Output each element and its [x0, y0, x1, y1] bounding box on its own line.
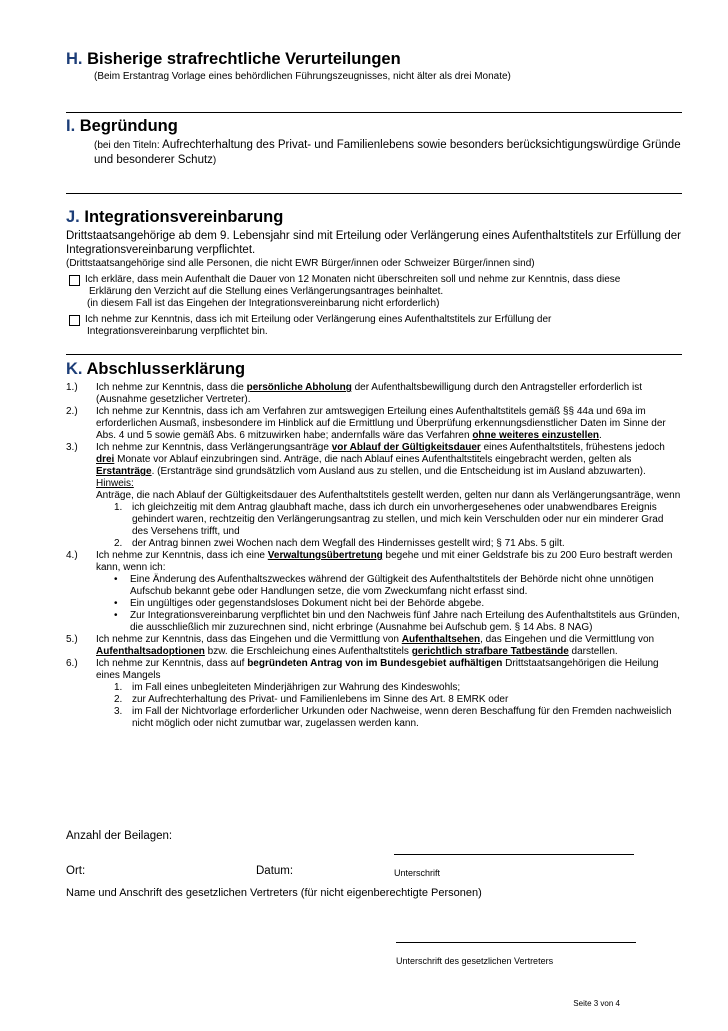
offense-bullet-2: • Ein ungültiges oder gegenstandsloses Dokument nicht bei der Behörde abgebe. [114, 598, 485, 609]
check-short-stay[interactable] [66, 274, 682, 310]
section-i-letter: I. [66, 117, 76, 135]
hint-sub-2: 2. der Antrag binnen zwei Wochen nach dem Wegfall des Hindernisses gestellt wird; § 71 Abs. 5 gilt. [114, 538, 565, 549]
section-j [66, 208, 682, 338]
signature-label: Unterschrift [394, 868, 441, 878]
section-i-title [66, 117, 682, 136]
short-stay-checkbox[interactable] [69, 275, 80, 286]
section-h-title [66, 50, 682, 69]
hint-label: Hinweis: [96, 478, 134, 489]
offense-bullet-1: • Eine Änderung des Aufenthaltszweckes während der Gültigkeit des Aufenthaltstitels der Behörde nicht ohne unnötigen Aufschub bekannt gebe oder Handlungen setze, die vom Zweckumfang nicht erfasst sind. [114, 574, 654, 597]
declaration-item-3: 3.) Ich nehme zur Kenntnis, dass Verlängerungsanträge vor Ablauf der Gültigkeitsdauer eines Aufenthaltstitels, frühestens jedoch drei Monate vor Ablauf einzubringen sind. Anträge, die nach Ablauf eines Aufenthaltstitels eingebracht werden, gelten als Erstanträge. (Erstanträge sind grundsätzlich vom Ausland aus zu stellen, und die Entscheidung ist im Ausland abzuwarten). Hinweis: Anträge, die nach Ablauf der Gültigkeitsdauer des Aufenthaltstitels gestellt werden, gelten nur dann als Verlängerungsanträge, wenn 1. ich gleichzeitig mit dem Antrag glaubhaft mache, dass ich durch ein unvorhergesehenes oder unabwendbares Ereignis gehindert waren, rechtzeitig den Verlängerungsantrag zu stellen, und mich kein Verschulden oder nur ein minderer Grad des Versehens trifft, und 2. der Antrag binnen zwei Wochen nach dem Wegfall des Hindernisses gestellt wird; § 71 Abs. 5 gilt. [66, 442, 681, 549]
integration-line1: Ich nehme zur Kenntnis, dass ich mit Erteilung oder Verlängerung eines Aufenthaltstitels zur Erfüllung der [85, 314, 552, 325]
section-h-heading: Bisherige strafrechtliche Verurteilungen [87, 50, 401, 68]
section-j-letter: J. [66, 208, 80, 226]
remedy-sub-1: 1. im Fall eines unbegleiteten Minderjährigen zur Wahrung des Kindeswohls; [114, 682, 461, 693]
section-k-letter: K. [66, 360, 83, 378]
integration-checkbox[interactable] [69, 315, 80, 326]
attachments-count-label: Anzahl der Beilagen: [66, 830, 173, 842]
check-integration[interactable] [66, 314, 682, 338]
declaration-item-4: 4.) Ich nehme zur Kenntnis, dass ich eine Verwaltungsübertretung begehe und mit einer Geldstrafe bis zu 200 Euro bestraft werden kann, wenn ich: • Eine Änderung des Aufenthaltszweckes während der Gültigkeit des Aufenthaltstitels der Behörde nicht ohne unnötigen Aufschub bekannt gebe oder Handlungen setze, die vom Zweckumfang nicht erfasst sind. • Ein ungültiges oder gegenstandsloses Dokument nicht bei der Behörde abgebe. • Zur Integrationsvereinbarung verpflichtet bin und den Nachweis fünf Jahre nach Erteilung des Aufenthaltstitels aus Gründen, die ausschließlich mir zuzurechnen sind, nicht erbringe (Ausnahme bei Aufschub gem. § 14 Abs. 8 NAG) [66, 550, 682, 634]
guardian-signature-label: Unterschrift des gesetzlichen Vertreters [396, 956, 554, 966]
section-j-para1: Drittstaatsangehörige ab dem 9. Lebensjahr sind mit Erteilung oder Verlängerung eines Aufenthaltstitels zur Erfüllung der Integrationsvereinbarung verpflichtet. [66, 230, 681, 256]
declaration-item-1: 1.) Ich nehme zur Kenntnis, dass die persönliche Abholung der Aufenthaltsbewilligung durch den Antragsteller erforderlich ist (Ausnahme gesetzlicher Vertreter). [66, 382, 642, 405]
hint-text: Anträge, die nach Ablauf der Gültigkeitsdauer des Aufenthaltstitels gestellt werden, gelten nur dann als Verlängerungsanträge, wenn [96, 490, 681, 501]
short-stay-line3: (in diesem Fall ist das Eingehen der Integrationsvereinbarung nicht erforderlich) [87, 298, 440, 309]
signature-line[interactable] [394, 854, 634, 855]
section-i-note: (bei den Titeln: Aufrechterhaltung des Privat- und Familienlebens sowie besonders berücksichtigungswürdige Gründe und besonderer Schutz) [94, 139, 681, 166]
short-stay-line2: Erklärung den Verzicht auf die Stellung eines Verlängerungsantrages beinhaltet. [89, 286, 444, 297]
divider-h [66, 112, 682, 113]
declaration-item-6: 6.) Ich nehme zur Kenntnis, dass auf begründeten Antrag von im Bundesgebiet aufhältigen Drittstaatsangehörigen die Heilung eines Mangels 1. im Fall eines unbegleiteten Minderjährigen zur Wahrung des Kindeswohls; 2. zur Aufrechterhaltung des Privat- und Familienlebens im Sinne des Art. 8 EMRK oder 3. im Fall der Nichtvorlage erforderlicher Urkunden oder Nachweise, wenn deren Beschaffung für den Fremden nachweislich nicht möglich oder nicht zumutbar war, zugelassen werden kann. [66, 658, 682, 730]
section-i [66, 117, 682, 168]
place-date-row [66, 865, 682, 878]
section-i-heading: Begründung [79, 117, 178, 135]
short-stay-line1: Ich erkläre, dass mein Aufenthalt die Dauer von 12 Monaten nicht überschreiten soll und nehme zur Kenntnis, dass diese [85, 274, 621, 285]
page-number: Seite 3 von 4 [573, 999, 620, 1008]
hint-sub-1: 1. ich gleichzeitig mit dem Antrag glaubhaft mache, dass ich durch ein unvorhergesehenes oder unabwendbares Ereignis gehindert waren, rechtzeitig den Verlängerungsantrag zu stellen, und mich kein Verschulden oder nur ein minderer Grad des Versehens trifft, und [114, 502, 664, 537]
place-label: Ort: [66, 865, 86, 877]
form-page [66, 0, 682, 1031]
guardian-label: Name und Anschrift des gesetzlichen Vertreters (für nicht eigenberechtigte Personen) [66, 887, 482, 899]
divider-i [66, 193, 682, 194]
remedy-sub-3: 3. im Fall der Nichtvorlage erforderlicher Urkunden oder Nachweise, wenn deren Beschaffung für den Fremden nachweislich nicht möglich oder nicht zumutbar war, zugelassen werden kann. [114, 706, 672, 729]
guardian-signature-line[interactable] [396, 942, 636, 943]
section-j-para2: (Drittstaatsangehörige sind alle Personen, die nicht EWR Bürger/innen oder Schweizer Bürger/innen sind) [66, 258, 535, 269]
section-h-letter: H. [66, 50, 83, 68]
date-label: Datum: [256, 865, 294, 877]
declaration-item-5: 5.) Ich nehme zur Kenntnis, dass das Eingehen und die Vermittlung von Aufenthaltsehen, das Eingehen und die Vermittlung von Aufenthaltsadoptionen bzw. die Erschleichung eines Aufenthaltstitels gerichtlich strafbare Tatbestände darstellen. [66, 634, 655, 657]
integration-line2: Integrationsvereinbarung verpflichtet bin. [87, 326, 268, 337]
section-k [66, 360, 682, 730]
offense-bullet-3: • Zur Integrationsvereinbarung verpflichtet bin und den Nachweis fünf Jahre nach Erteilung des Aufenthaltstitels aus Gründen, die ausschließlich mir zuzurechnen sind, nicht erbringe (Ausnahme bei Aufschub gem. § 14 Abs. 8 NAG) [114, 610, 680, 633]
section-k-title [66, 360, 682, 379]
section-h-note: (Beim Erstantrag Vorlage eines behördlichen Führungszeugnisses, nicht älter als drei Monate) [94, 71, 511, 82]
section-k-heading: Abschlusserklärung [86, 360, 246, 378]
declaration-item-2: 2.) Ich nehme zur Kenntnis, dass ich am Verfahren zur amtswegigen Erteilung eines Aufenthaltstitels gemäß §§ 44a und 69a im erforderlichen Ausmaß, insbesondere im Hinblick auf die Ermittlung und Überprüfung erkennungsdienstlicher Daten im Sinne der Abs. 4 und 5 sowie gemäß Abs. 6 mitzuwirken habe; andernfalls wäre das Verfahren ohne weiteres einzustellen. [66, 406, 666, 441]
section-h [66, 50, 682, 83]
section-j-heading: Integrationsvereinbarung [84, 208, 284, 226]
section-j-title [66, 208, 682, 227]
remedy-sub-2: 2. zur Aufrechterhaltung des Privat- und Familienlebens im Sinne des Art. 8 EMRK oder [114, 694, 509, 705]
divider-j [66, 354, 682, 355]
